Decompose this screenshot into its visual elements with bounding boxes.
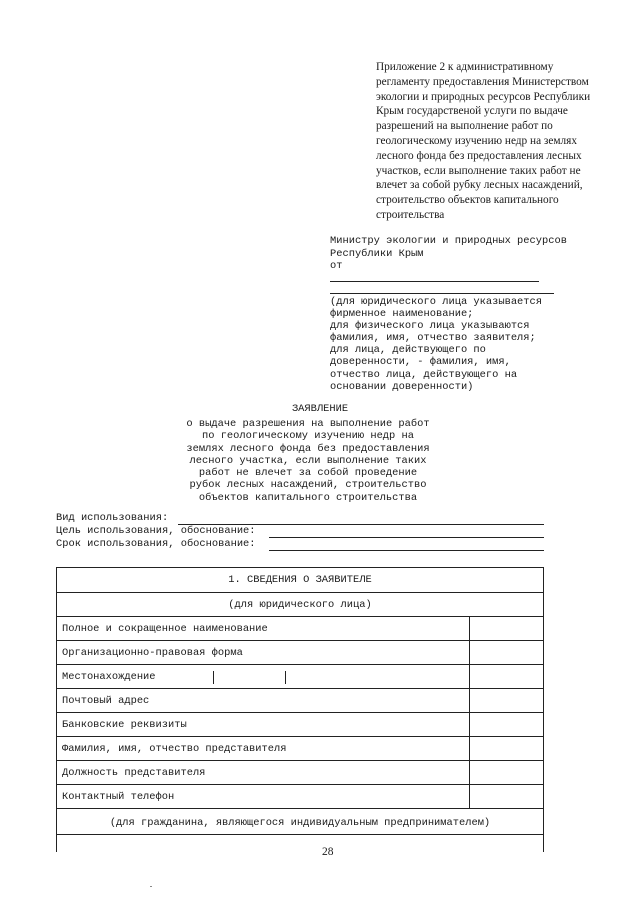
table-section-header	[57, 568, 543, 593]
annex-line: геологическому изучению недр на землях	[376, 134, 578, 147]
addressee-note-line: для физического лица указываются	[330, 320, 530, 333]
table-caption-row	[57, 593, 543, 617]
row-label-location: Местонахождение	[62, 671, 156, 683]
legal-entity-caption: (для юридического лица)	[228, 599, 372, 611]
addressee-note-line: фамилия, имя, отчество заявителя;	[330, 332, 536, 345]
use-term-label: Срок использования, обоснование:	[56, 538, 256, 550]
annex-line: лесного фонда без предоставления лесных	[376, 149, 582, 162]
location-subcell-divider	[213, 671, 214, 684]
table-caption-row	[57, 809, 543, 835]
annex-line: разрешений на выполнение работ по	[376, 120, 553, 133]
subtitle-line: о выдаче разрешения на выполнение работ	[186, 418, 430, 430]
row-label-bank-details: Банковские реквизиты	[62, 719, 187, 731]
annex-line: строительства	[376, 208, 445, 221]
addressee-note-line: доверенности, - фамилия, имя,	[330, 356, 511, 369]
use-term-input-line[interactable]	[269, 550, 544, 551]
row-label-representative-position: Должность представителя	[62, 767, 206, 779]
addressee-note-line: (для юридического лица указывается	[330, 296, 543, 308]
applicant-name-line-2[interactable]	[330, 293, 554, 294]
location-subcell-divider	[285, 671, 286, 684]
document-subtitle	[150, 418, 466, 504]
section-title: 1. СВЕДЕНИЯ О ЗАЯВИТЕЛЕ	[228, 574, 372, 586]
subtitle-line: лесного участка, если выполнение таких	[189, 454, 427, 467]
subtitle-line: по геологическому изучению недр на	[201, 430, 414, 443]
subtitle-line: работ не влечет за собой проведение	[198, 467, 418, 480]
annex-line: участков, если выполнение таких работ не	[376, 164, 581, 177]
row-label-legal-form: Организационно-правовая форма	[62, 647, 243, 659]
addressee-note-line: отчество лица, действующего на	[330, 368, 518, 381]
addressee-note-line: основании доверенности)	[330, 380, 474, 393]
subtitle-line: рубок лесных насаждений, строительство	[189, 479, 427, 492]
page-number: 28	[322, 846, 334, 858]
use-purpose-label: Цель использования, обоснование:	[56, 525, 256, 537]
addressee-from: от	[330, 260, 343, 273]
row-label-representative-name: Фамилия, имя, отчество представителя	[62, 743, 287, 755]
annex-line: экологии и природных ресурсов Республики	[376, 90, 591, 103]
use-purpose-input-line[interactable]	[269, 537, 544, 538]
addressee-block	[330, 235, 570, 273]
addressee-republic: Республики Крым	[330, 247, 424, 260]
annex-line: Крым государственой услуги по выдаче	[376, 105, 568, 118]
addressee-note-line: для лица, действующего по	[330, 344, 486, 357]
applicant-name-line-1[interactable]	[330, 281, 539, 282]
row-label-full-name: Полное и сокращенное наименование	[62, 623, 268, 635]
addressee-note-line: фирменное наименование;	[330, 308, 474, 321]
row-label-postal-address: Почтовый адрес	[62, 695, 150, 707]
annex-line: строительство объектов капитального	[376, 194, 559, 207]
subtitle-line: объектов капитального строительства	[198, 491, 418, 504]
annex-line: влечет за собой рубку лесных насаждений,	[376, 179, 583, 192]
annex-header	[376, 60, 614, 223]
document-title: ЗАЯВЛЕНИЕ	[291, 403, 349, 415]
annex-line: регламенту предоставления Министерством	[376, 75, 589, 88]
annex-line: Приложение 2 к административному	[376, 61, 554, 73]
addressee-note	[330, 296, 570, 393]
addressee-minister: Министру экологии и природных ресурсов	[330, 235, 567, 247]
subtitle-line: землях лесного фонда без предоставления	[186, 442, 430, 455]
scan-speck	[150, 886, 152, 887]
value-column[interactable]	[469, 616, 541, 808]
use-type-label: Вид использования:	[56, 512, 169, 524]
individual-caption: (для гражданина, являющегося индивидуальным предпринимателем)	[109, 817, 491, 829]
row-label-contact-phone: Контактный телефон	[62, 791, 175, 803]
